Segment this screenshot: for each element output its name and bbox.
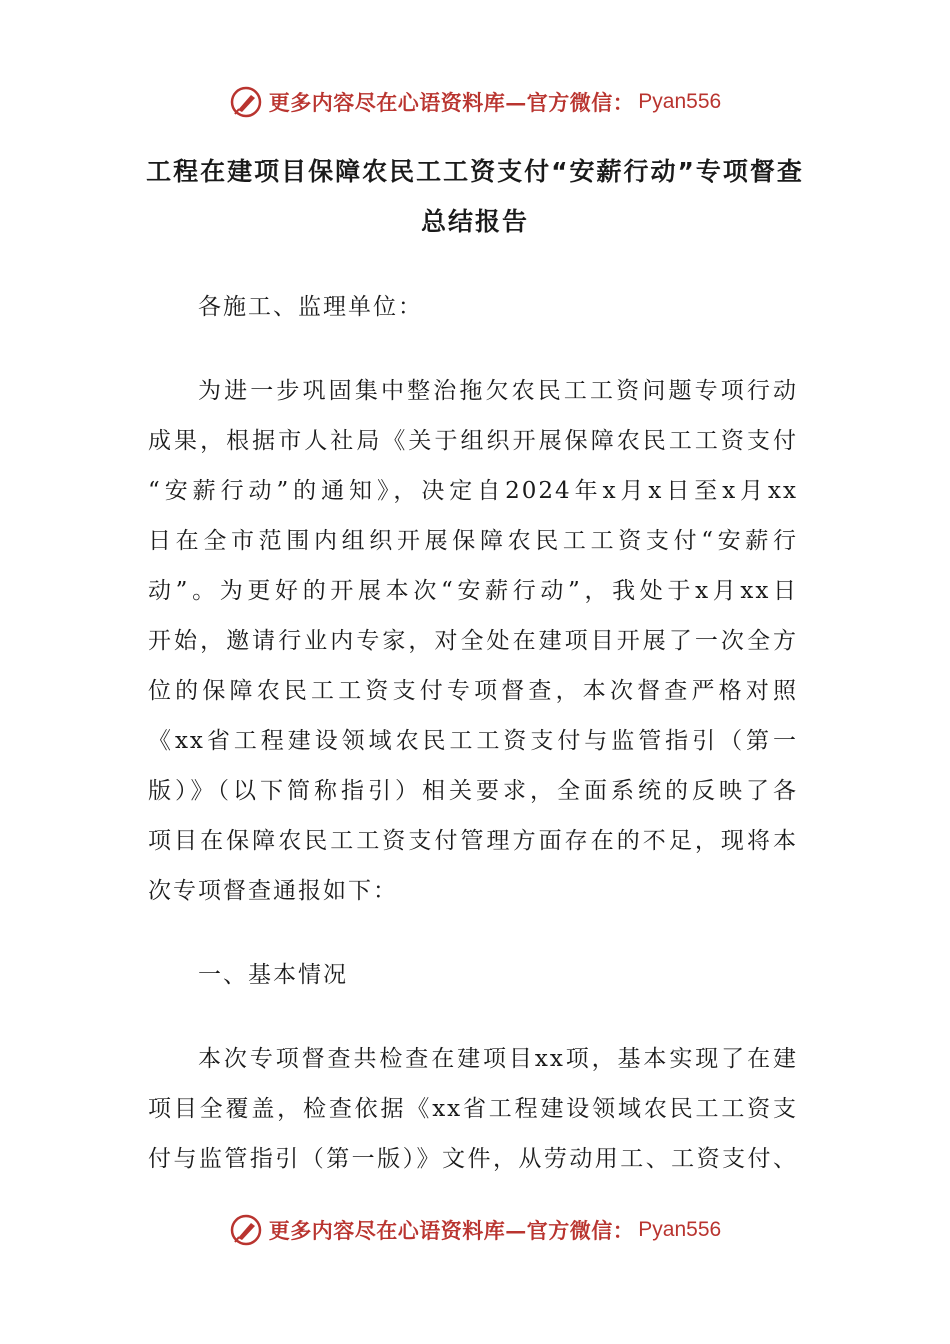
document-title-line-2: 总结报告 bbox=[420, 207, 529, 236]
section-heading-text: 一、基本情况 bbox=[198, 962, 348, 988]
footer-banner bbox=[0, 1208, 950, 1252]
text-line: 动”。为更好的开展本次“安薪行动”，我处于x月xx日 bbox=[148, 578, 798, 604]
document-title-line-1: 工程在建项目保障农民工工资支付“安薪行动”专项督查 bbox=[146, 157, 804, 186]
header-banner bbox=[0, 80, 950, 124]
quill-logo-icon bbox=[229, 85, 263, 119]
text-line: 版）》（以下简称指引）相关要求，全面系统的反映了各 bbox=[148, 778, 798, 804]
text-line: 项目在保障农民工工资支付管理方面存在的不足，现将本 bbox=[148, 828, 798, 854]
text-line: 项目全覆盖，检查依据《xx省工程建设领域农民工工资支 bbox=[148, 1096, 798, 1122]
salutation bbox=[148, 282, 798, 332]
quill-logo-icon bbox=[229, 1213, 263, 1247]
text-line: 为进一步巩固集中整治拖欠农民工工资问题专项行动 bbox=[198, 378, 798, 404]
text-line: 付与监管指引（第一版）》文件，从劳动用工、工资支付、 bbox=[148, 1146, 798, 1172]
section-heading bbox=[148, 950, 798, 1000]
text-line: 《xx省工程建设领域农民工工资支付与监管指引（第一 bbox=[148, 728, 798, 754]
text-line: 开始，邀请行业内专家，对全处在建项目开展了一次全方 bbox=[148, 628, 798, 654]
text-line: 次专项督查通报如下： bbox=[148, 878, 398, 904]
text-line: 日在全市范围内组织开展保障农民工工资支付“安薪行 bbox=[148, 528, 798, 554]
wechat-id: Pyan556 bbox=[638, 1218, 722, 1241]
paragraph-basic-situation bbox=[148, 1034, 798, 1184]
banner-text: 更多内容尽在心语资料库—官方微信： bbox=[268, 1218, 635, 1243]
banner-text: 更多内容尽在心语资料库—官方微信： bbox=[268, 90, 635, 115]
text-line: “安薪行动”的通知》，决定自2024年x月x日至x月xx bbox=[148, 478, 798, 504]
text-line: 位的保障农民工工资支付专项督查，本次督查严格对照 bbox=[148, 678, 798, 704]
paragraph-intro bbox=[148, 366, 798, 916]
text-line: 成果，根据市人社局《关于组织开展保障农民工工资支付 bbox=[148, 428, 798, 454]
text-line: 本次专项督查共检查在建项目xx项，基本实现了在建 bbox=[198, 1046, 798, 1072]
salutation-text: 各施工、监理单位： bbox=[198, 294, 423, 320]
wechat-id: Pyan556 bbox=[638, 90, 722, 113]
